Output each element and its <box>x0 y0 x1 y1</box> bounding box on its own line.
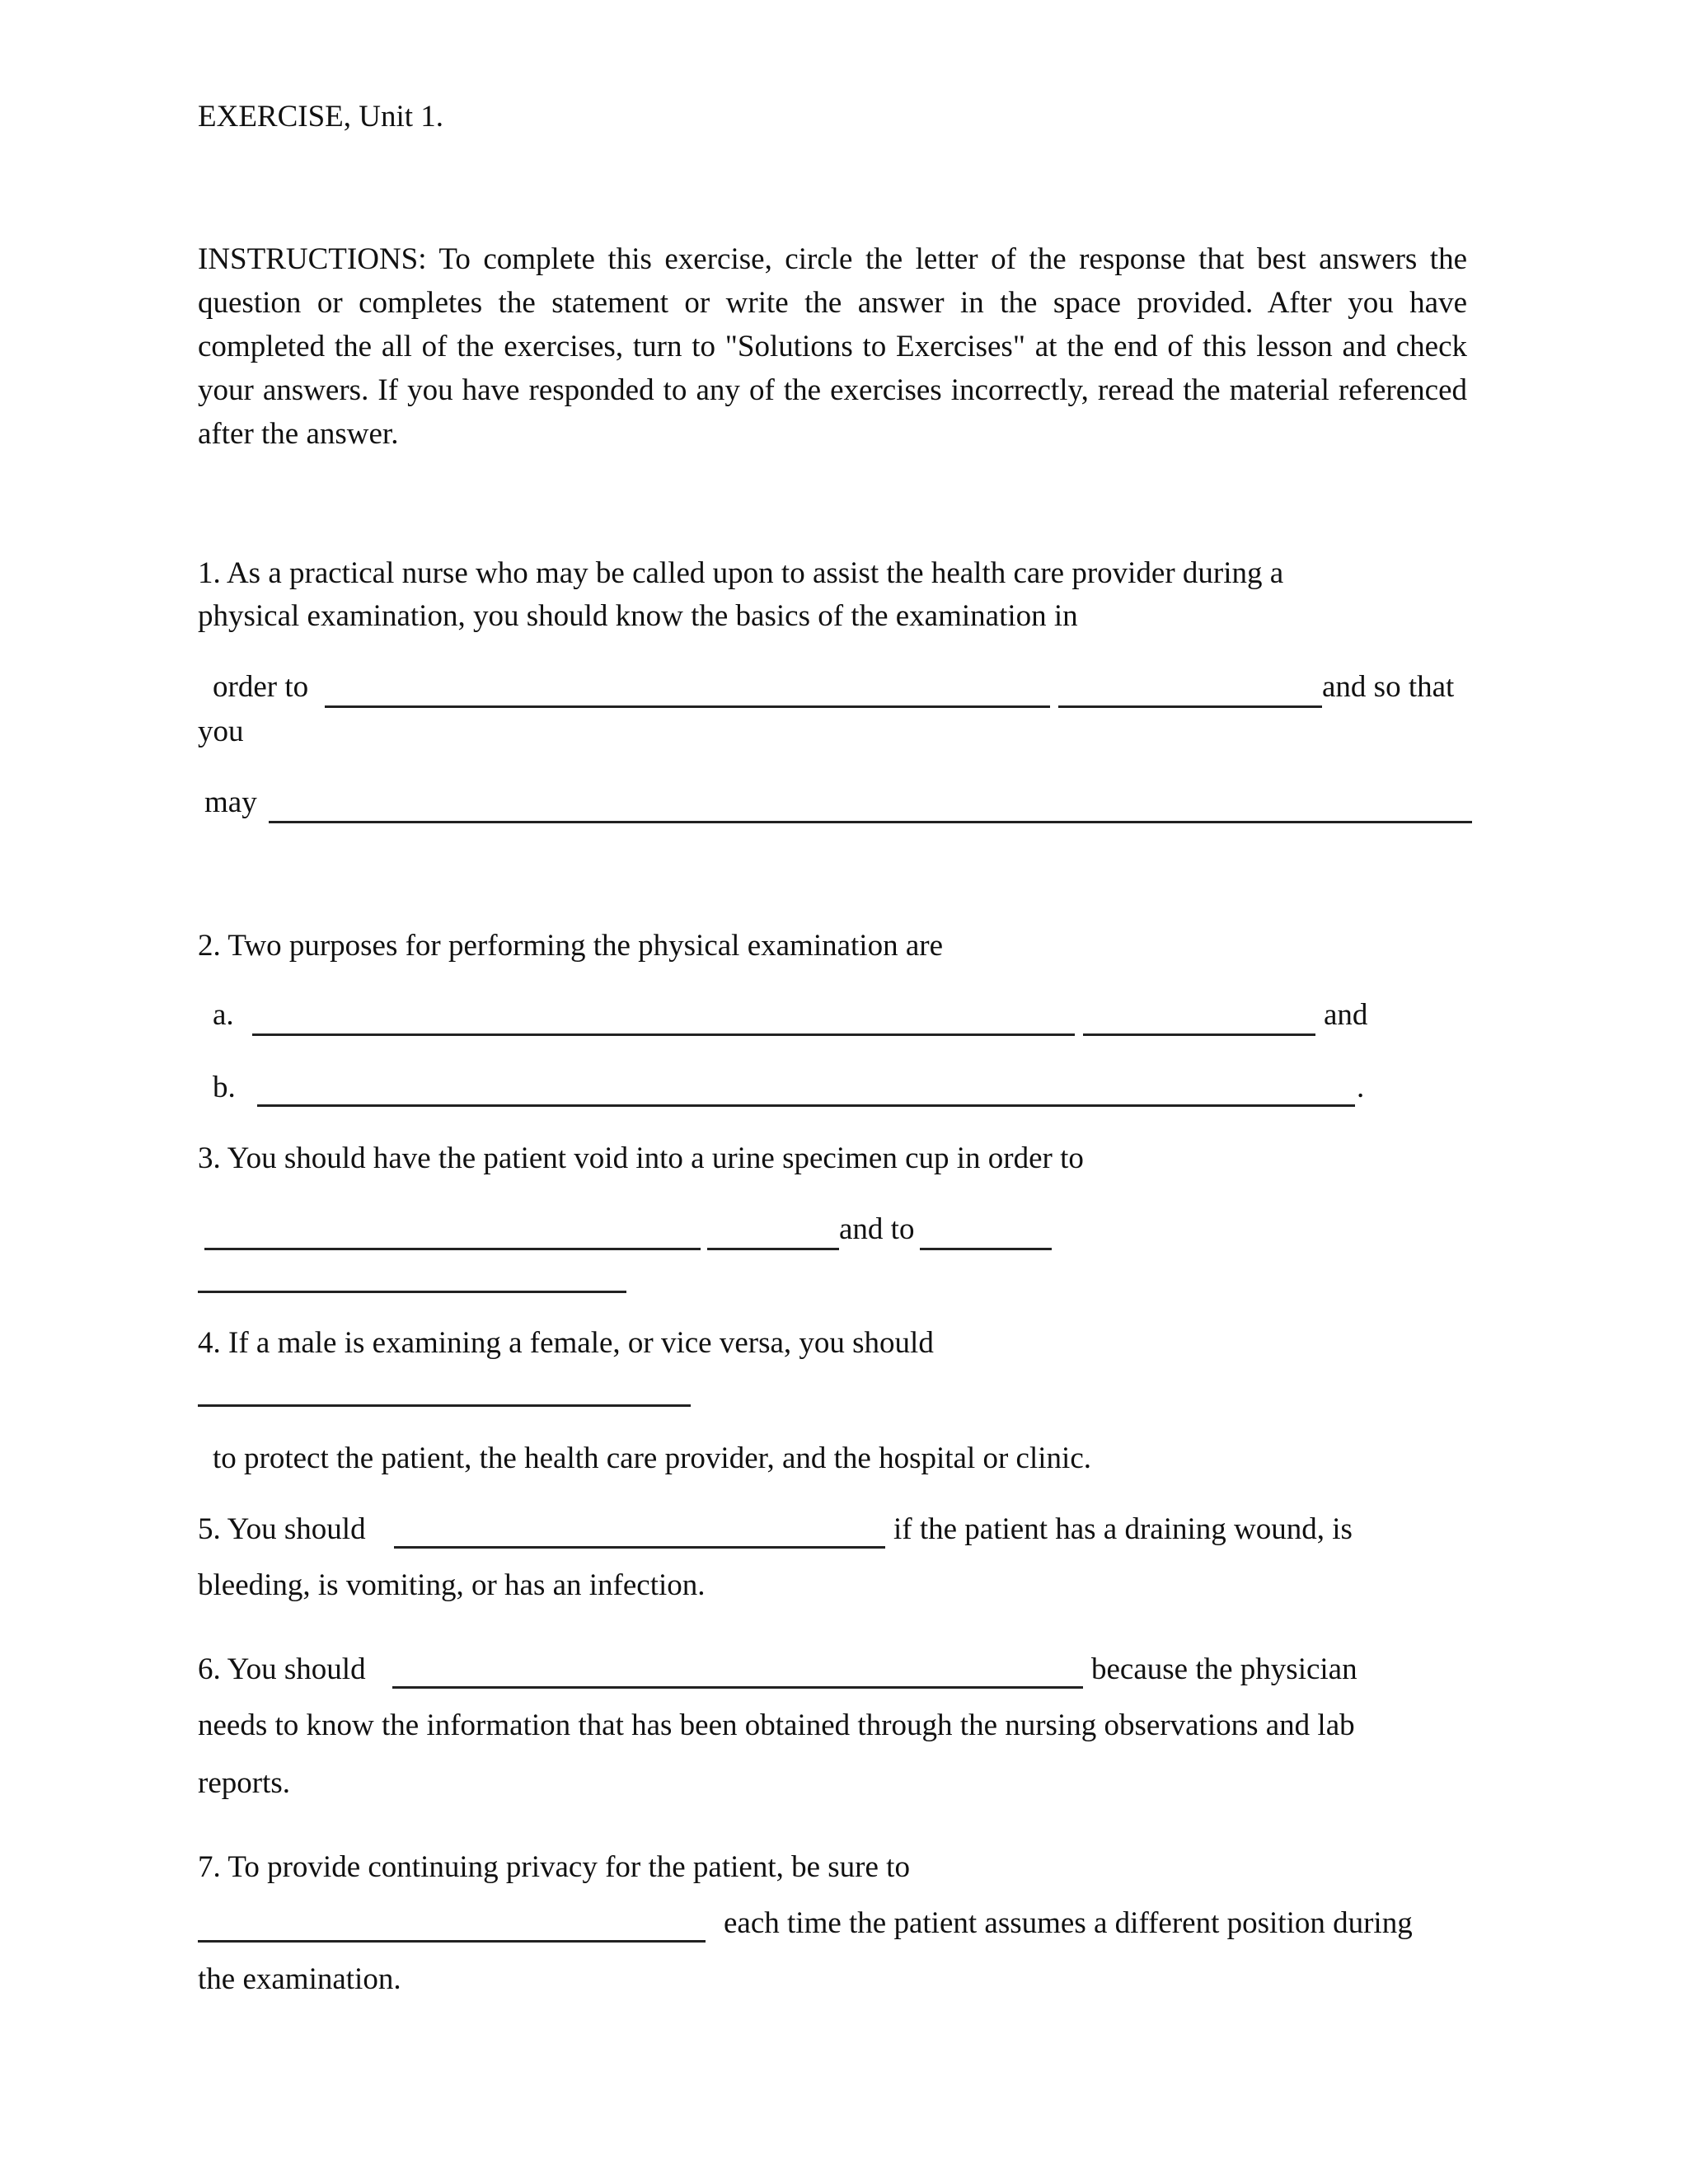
q1-stem-line1: 1. As a practical nurse who may be called upon to assist the health care provider during a <box>198 556 1284 590</box>
q1-order-to-label: order to <box>213 670 309 704</box>
q1-answer-blank-2[interactable] <box>1058 705 1322 708</box>
q2-period: . <box>1357 1071 1365 1104</box>
q2-and-label: and <box>1324 998 1368 1032</box>
page-title: EXERCISE, Unit 1. <box>198 100 444 134</box>
q1-answer-blank-1[interactable] <box>325 705 1050 708</box>
q7-stem: 7. To provide continuing privacy for the patient, be sure to <box>198 1850 910 1884</box>
q2-b-label: b. <box>213 1071 236 1104</box>
q1-answer-blank-3[interactable] <box>269 821 1472 823</box>
q3-answer-blank-4[interactable] <box>198 1291 626 1293</box>
q4-stem: 4. If a male is examining a female, or vice versa, you should <box>198 1326 934 1360</box>
q6-start: 6. You should <box>198 1652 366 1686</box>
q3-answer-blank-3[interactable] <box>920 1248 1052 1250</box>
q2-stem: 2. Two purposes for performing the physical examination are <box>198 929 944 963</box>
q7-line3: the examination. <box>198 1962 401 1996</box>
q2-a-label: a. <box>213 998 234 1032</box>
q1-and-so-that-label: and so that <box>1322 670 1455 704</box>
q2-a-answer-blank-1[interactable] <box>252 1033 1075 1036</box>
instructions-paragraph: INSTRUCTIONS: To complete this exercise, circle the letter of the response that best answers the question or completes the statement or write the answer in the space provided. After you have completed the all of the exercises, turn to "Solutions to Exercises" at the end of this lesson and check your answers. If you have responded to any of the exercises incorrectly, reread the material referenced after the answer. <box>198 242 1467 451</box>
q5-line2: bleeding, is vomiting, or has an infection. <box>198 1568 706 1602</box>
q4-continuation: to protect the patient, the health care provider, and the hospital or clinic. <box>213 1441 1091 1475</box>
q4-answer-blank[interactable] <box>198 1404 691 1407</box>
q2-b-answer-blank[interactable] <box>257 1104 1355 1107</box>
q5-rest: if the patient has a draining wound, is <box>893 1512 1353 1546</box>
q3-answer-blank-2[interactable] <box>707 1248 839 1250</box>
q3-answer-blank-1[interactable] <box>204 1248 701 1250</box>
q6-line3: reports. <box>198 1766 290 1800</box>
q6-answer-blank[interactable] <box>392 1686 1083 1689</box>
q5-answer-blank[interactable] <box>394 1546 885 1549</box>
q7-answer-blank[interactable] <box>198 1940 706 1943</box>
q6-rest: because the physician <box>1091 1652 1357 1686</box>
q3-and-to-label: and to <box>839 1212 915 1246</box>
q7-rest: each time the patient assumes a different position during <box>724 1906 1413 1940</box>
q1-may-label: may <box>204 785 257 819</box>
q3-stem: 3. You should have the patient void into a urine specimen cup in order to <box>198 1141 1084 1175</box>
q1-stem-line2: physical examination, you should know the basics of the examination in <box>198 599 1078 633</box>
q2-a-answer-blank-2[interactable] <box>1083 1033 1315 1036</box>
q1-you-label: you <box>198 715 244 748</box>
q6-line2: needs to know the information that has been obtained through the nursing observations and lab <box>198 1708 1355 1742</box>
q5-start: 5. You should <box>198 1512 366 1546</box>
